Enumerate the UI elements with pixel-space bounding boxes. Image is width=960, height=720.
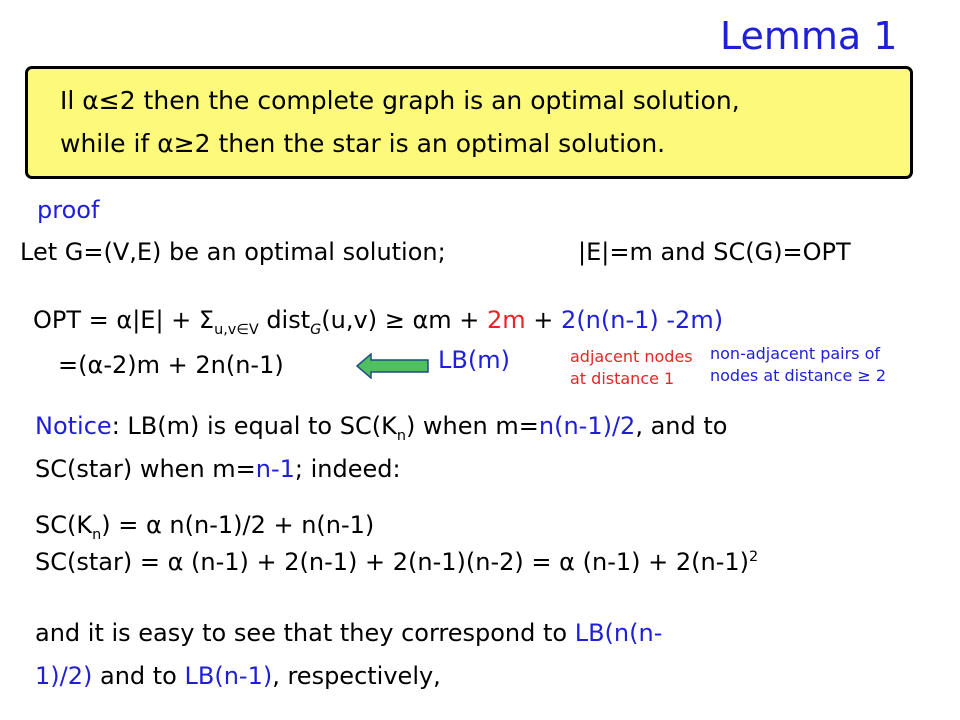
eq-text: + [525, 306, 562, 334]
notice-line-2 [35, 455, 401, 483]
eq-text: =( [58, 351, 88, 379]
conclusion-text: , respectively, [272, 662, 441, 690]
eq-text: (u,v) ≥ [321, 306, 413, 334]
eq-text: m + [428, 306, 488, 334]
eq-text: (n-1) + 2(n-1) + 2(n-1)(n-2) = [183, 548, 560, 576]
lemma-line-1 [60, 86, 740, 115]
lb-complete-ref: 1)/2) [35, 662, 93, 690]
conclusion-text: and to [92, 662, 185, 690]
conclusion-text: and it is easy to see that they correspond to [35, 619, 575, 647]
lemma-text: Il [60, 86, 83, 115]
lb-complete-ref: LB(n(n- [574, 619, 663, 647]
adjacent-nodes-note: adjacent nodes at distance 1 [570, 347, 693, 388]
alpha-symbol: α [167, 548, 184, 576]
square-superscript: 2 [748, 549, 759, 565]
notice-text: ) when m= [405, 412, 539, 440]
lb-label: LB(m) [438, 346, 510, 374]
eq-text: OPT = [33, 306, 117, 334]
lemma-text: ≤2 then the complete graph is an optimal solution, [98, 86, 740, 115]
proof-label: proof [37, 196, 100, 224]
dist-subscript: G [310, 321, 322, 338]
intro-right: |E|=m and SC(G)=OPT [578, 238, 851, 266]
lb-star-ref: LB(n-1) [184, 662, 273, 690]
alpha-symbol: α [145, 511, 162, 539]
notice-text: , and to [635, 412, 728, 440]
left-arrow-icon [356, 353, 430, 379]
eq-text: (n-1) + 2(n-1) [574, 548, 749, 576]
intro-left: Let G=(V,E) be an optimal solution; [20, 238, 446, 266]
kn-subscript: n [396, 427, 406, 444]
notice-text: ; indeed: [294, 455, 401, 483]
notice-complete-m: n(n-1)/2 [538, 412, 636, 440]
alpha-symbol: α [87, 351, 104, 379]
eq-text: n(n-1)/2 + n(n-1) [161, 511, 375, 539]
slide-title: Lemma 1 [720, 14, 898, 58]
notice-text: SC(star) when m= [35, 455, 256, 483]
sigma-symbol: Σ [198, 306, 215, 334]
conclusion-line-1 [35, 619, 662, 647]
sum-subscript: u,v∈V [214, 321, 259, 338]
non-adjacent-term: 2(n(n-1) -2m) [561, 306, 724, 334]
sc-star-equation [35, 548, 758, 576]
lemma-statement-box [25, 66, 913, 179]
sc-kn-equation [35, 511, 374, 543]
lower-bound-equation [58, 351, 284, 379]
eq-text: ) = [101, 511, 146, 539]
lemma-text: while if [60, 129, 158, 158]
opt-equation [33, 306, 723, 338]
non-adjacent-pairs-note: non-adjacent pairs of nodes at distance ≥ 2 [710, 344, 887, 385]
eq-text: |E| + [132, 306, 199, 334]
eq-text: SC(star) = [35, 548, 168, 576]
alpha-symbol: α [412, 306, 429, 334]
alpha-symbol: α [116, 306, 133, 334]
conclusion-line-2 [35, 662, 441, 690]
notice-text: : LB(m) is equal to SC(K [111, 412, 397, 440]
lemma-text: ≥2 then the star is an optimal solution. [173, 129, 666, 158]
adjacent-term: 2m [487, 306, 526, 334]
eq-text: dist [258, 306, 311, 334]
notice-label: Notice [35, 412, 112, 440]
lemma-line-2 [60, 129, 665, 158]
alpha-symbol: α [157, 129, 174, 158]
alpha-symbol: α [82, 86, 99, 115]
alpha-symbol: α [559, 548, 575, 576]
notice-line-1 [35, 412, 727, 444]
notice-star-m: n-1 [255, 455, 295, 483]
eq-text: -2)m + 2n(n-1) [103, 351, 284, 379]
kn-subscript: n [92, 526, 102, 543]
eq-text: SC(K [35, 511, 93, 539]
